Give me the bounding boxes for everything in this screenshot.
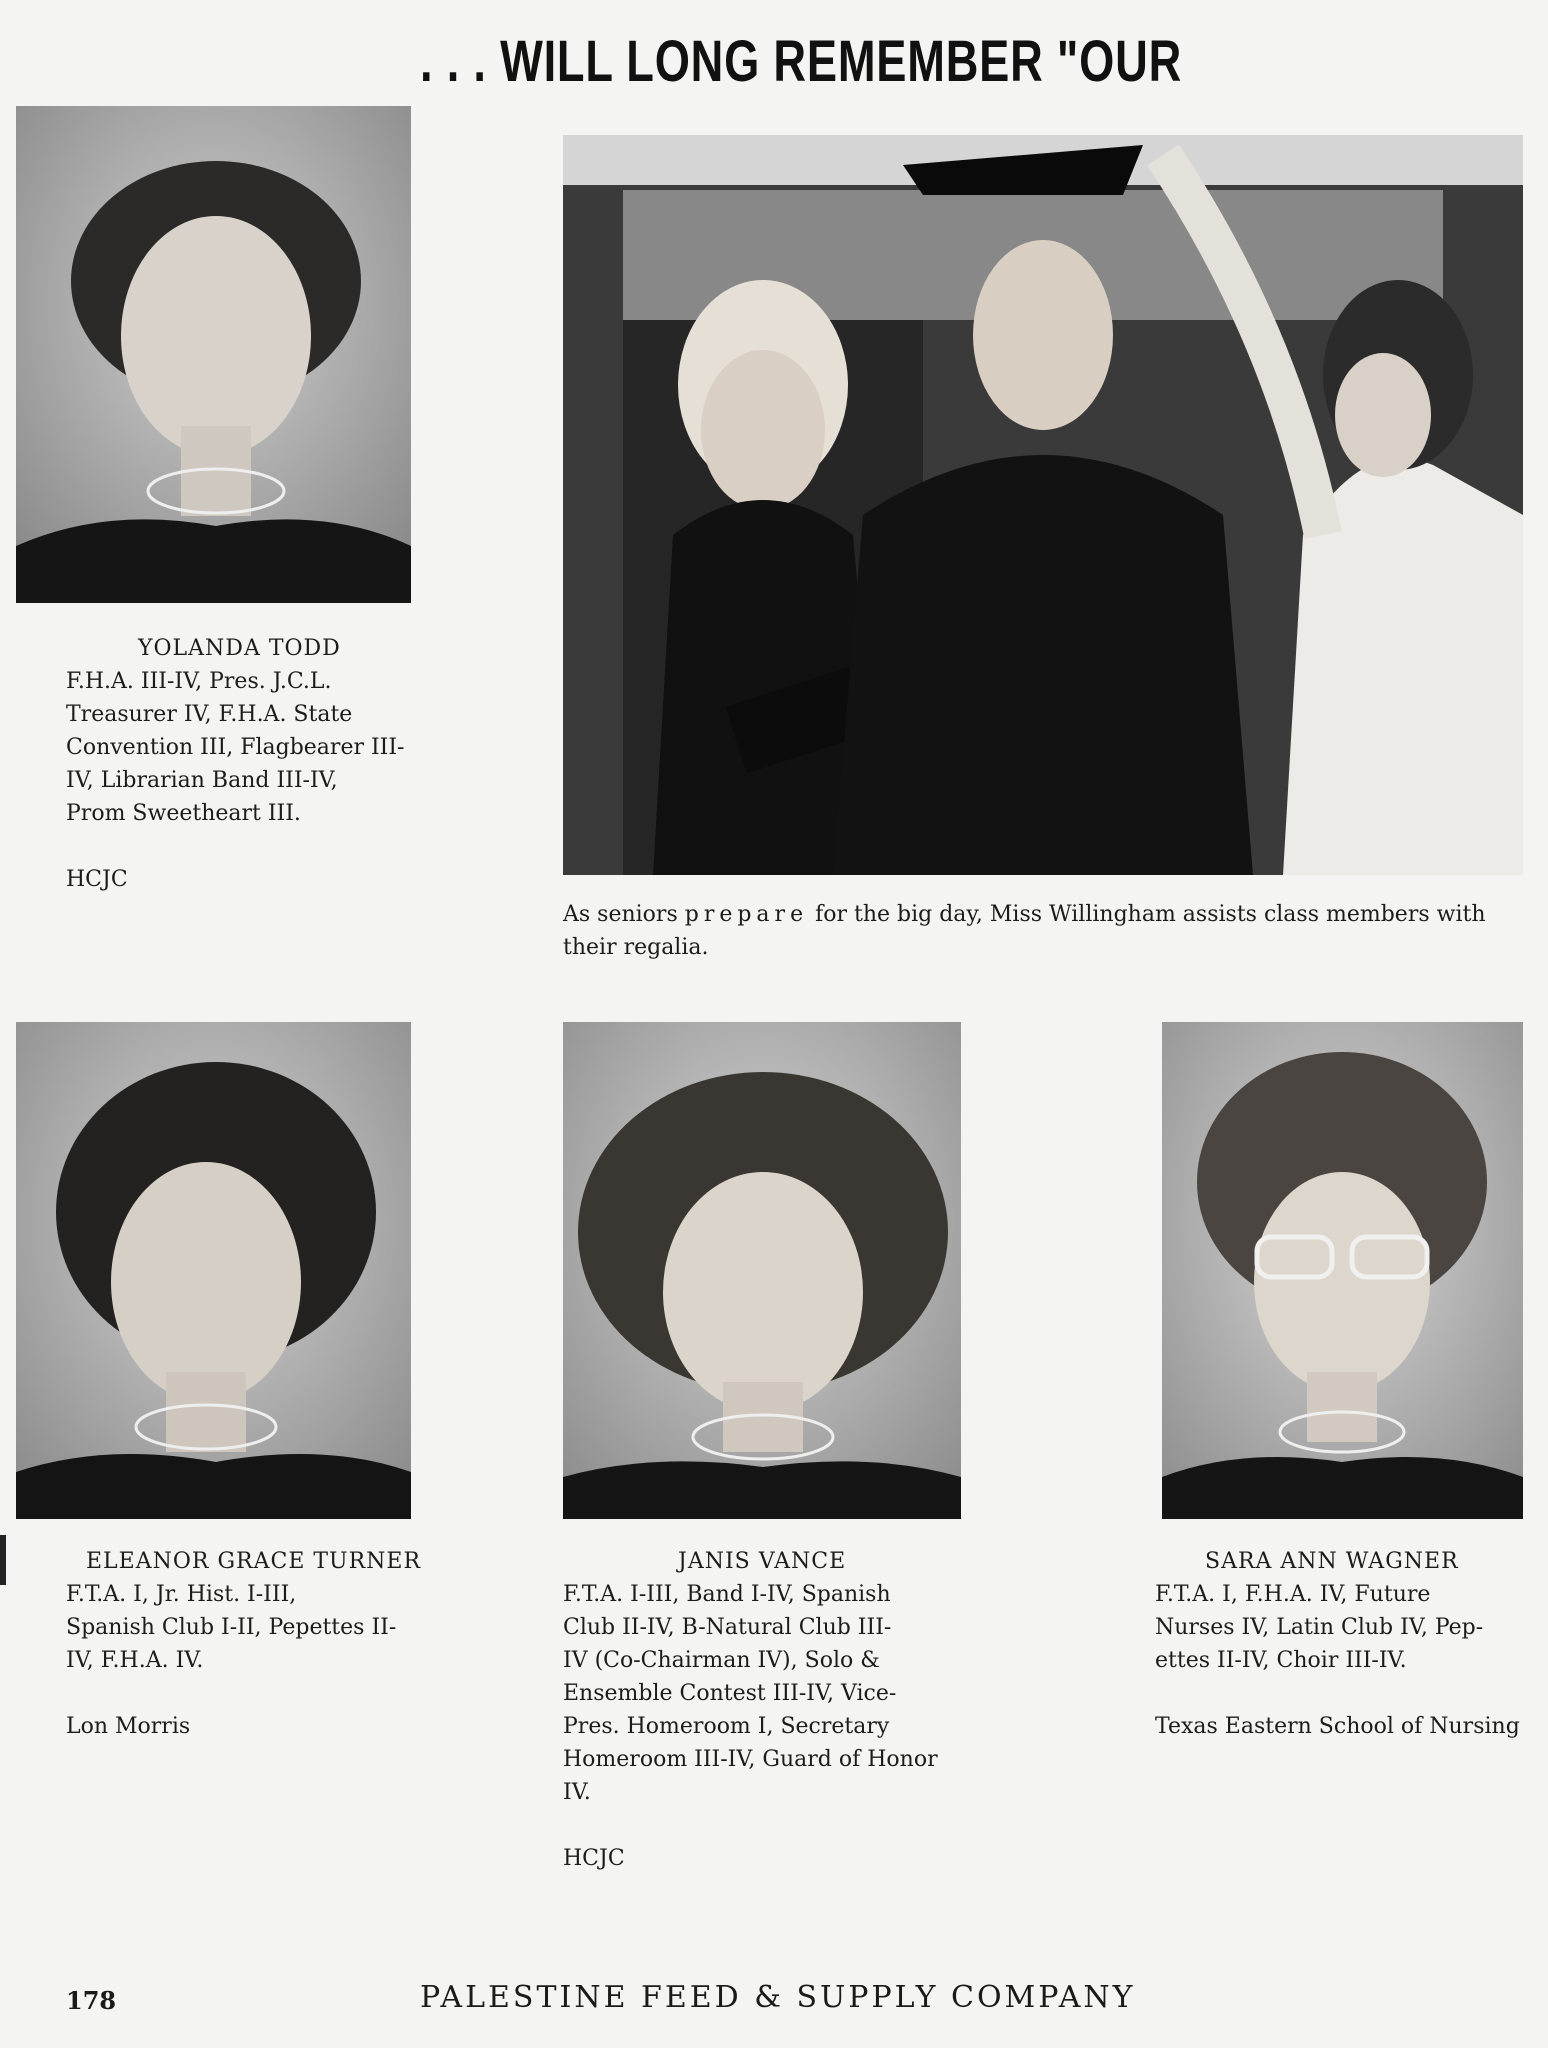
activity-line: F.T.A. I, F.H.A. IV, Future (1155, 1582, 1431, 1607)
caption-text-spaced: prepare (684, 902, 809, 927)
college-name: HCJC (66, 867, 128, 892)
activity-line: Ensemble Contest III-IV, Vice- (563, 1681, 897, 1706)
activity-line: Prom Sweetheart III. (66, 801, 301, 826)
activity-line: IV (Co-Chairman IV), Solo & (563, 1648, 880, 1673)
sponsor-line: PALESTINE FEED & SUPPLY COMPANY (420, 1980, 1136, 2015)
page-headline: . . . WILL LONG REMEMBER "OUR (420, 29, 1183, 94)
bio-eleanor-grace-turner (66, 1545, 446, 1743)
activity-line: IV, Librarian Band III-IV, (66, 768, 338, 793)
activity-line: Nurses IV, Latin Club IV, Pep- (1155, 1615, 1484, 1640)
group-photo-caption (563, 898, 1523, 964)
portrait-eleanor-grace-turner (16, 1022, 411, 1519)
bio-janis-vance (563, 1545, 983, 1875)
portrait-sara-ann-wagner (1162, 1022, 1523, 1519)
portrait-yolanda-todd (16, 106, 411, 603)
college-name: Lon Morris (66, 1714, 191, 1739)
portrait-janis-vance (563, 1022, 961, 1519)
activity-line: F.H.A. III-IV, Pres. J.C.L. (66, 669, 332, 694)
activity-line: Club II-IV, B-Natural Club III- (563, 1615, 892, 1640)
caption-text-end: for the big day, Miss Willingham assists class members with their regalia. (563, 902, 1486, 960)
activity-line: Homeroom III-IV, Guard of Honor (563, 1747, 938, 1772)
activity-line: ettes II-IV, Choir III-IV. (1155, 1648, 1407, 1673)
activity-line: Convention III, Flagbearer III- (66, 735, 405, 760)
activity-line: IV. (563, 1780, 591, 1805)
bio-yolanda-todd (66, 632, 426, 896)
caption-text-start: As seniors (563, 902, 685, 927)
activity-line: Spanish Club I-II, Pepettes II- (66, 1615, 397, 1640)
college-name: Texas Eastern School of Nursing (1155, 1714, 1520, 1739)
activity-line: IV, F.H.A. IV. (66, 1648, 204, 1673)
activity-line: F.T.A. I, Jr. Hist. I-III, (66, 1582, 297, 1607)
college-name: HCJC (563, 1846, 625, 1871)
senior-name: ELEANOR GRACE TURNER (86, 1549, 422, 1574)
senior-name: JANIS VANCE (678, 1549, 847, 1574)
activity-line: Pres. Homeroom I, Secretary (563, 1714, 890, 1739)
activity-line: F.T.A. I-III, Band I-IV, Spanish (563, 1582, 891, 1607)
page-number: 178 (66, 1986, 117, 2015)
activity-line: Treasurer IV, F.H.A. State (66, 702, 353, 727)
binding-edge-mark (0, 1535, 6, 1585)
bio-sara-ann-wagner (1155, 1545, 1545, 1743)
senior-name: SARA ANN WAGNER (1205, 1549, 1459, 1574)
group-photo-regalia (563, 135, 1523, 875)
senior-name: YOLANDA TODD (138, 636, 341, 661)
